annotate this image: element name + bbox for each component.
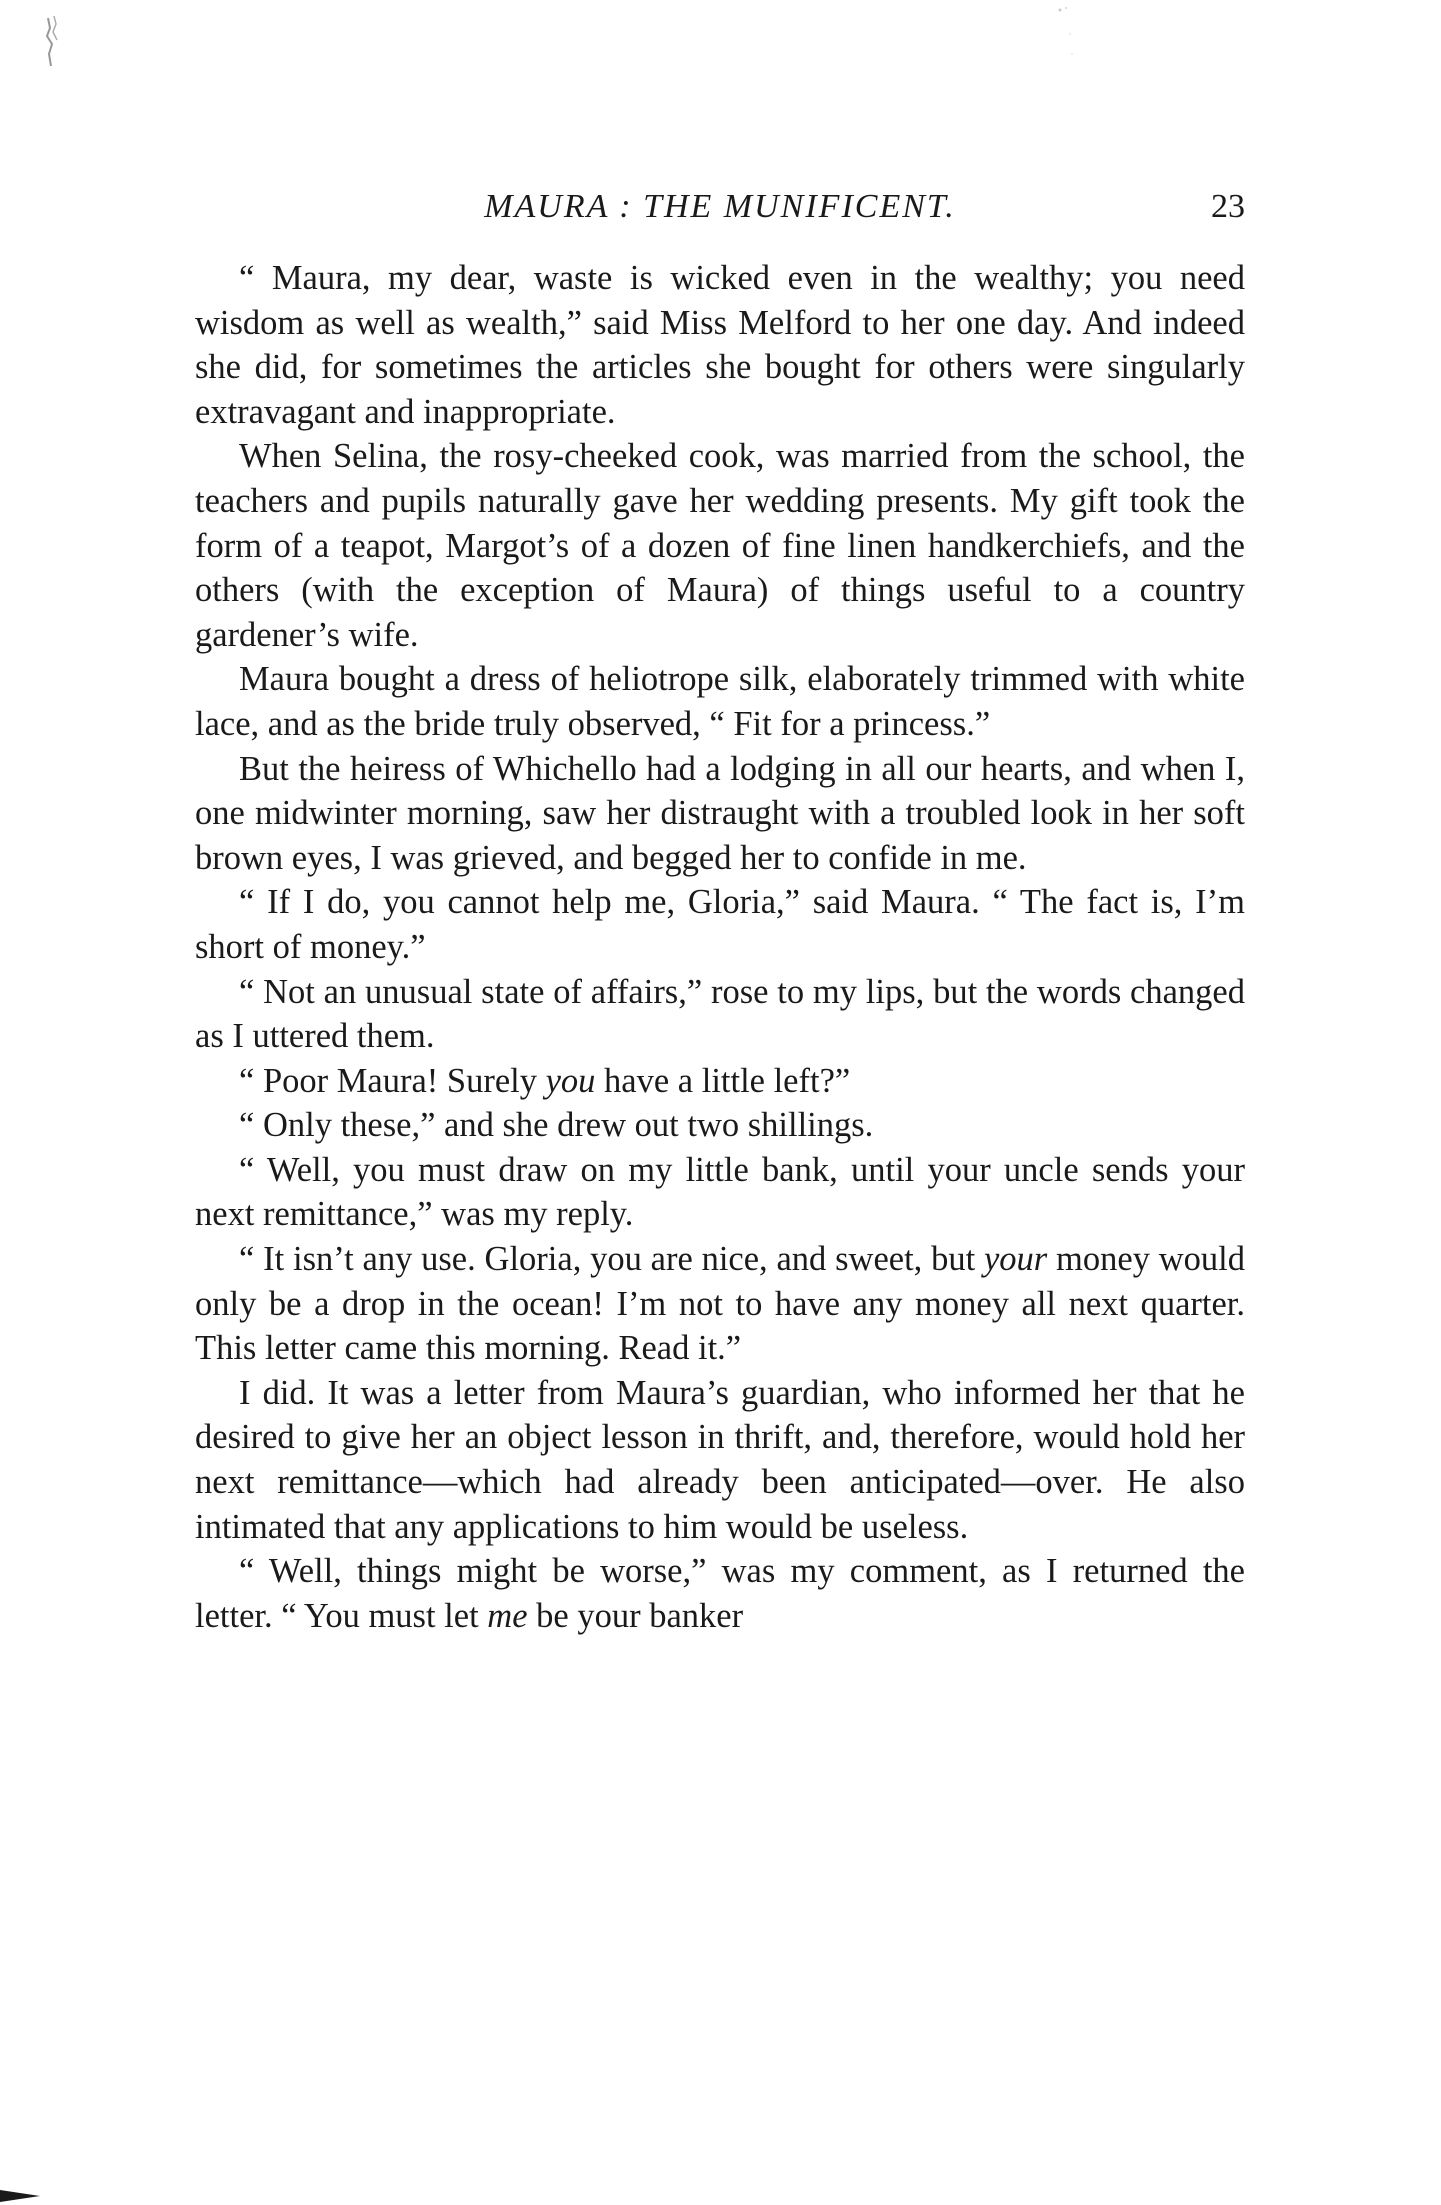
paragraph bbox=[195, 434, 1245, 657]
paragraph bbox=[195, 256, 1245, 434]
paragraph bbox=[195, 657, 1245, 746]
triangle-arrow-icon bbox=[0, 2188, 44, 2204]
paragraph-text: “ Well, you must draw on my little bank, until your uncle sends your next remittance,” was my reply. bbox=[195, 1150, 1245, 1234]
paragraph-text: But the heiress of Whichello had a lodging in all our hearts, and when I, one midwinter morning, saw her distraught with a troubled look in her soft brown eyes, I was grieved, and begged her to confide in me. bbox=[195, 749, 1245, 877]
paragraph-text: “ Poor Maura! Surely bbox=[239, 1061, 546, 1100]
page-number: 23 bbox=[1211, 188, 1245, 225]
paragraph bbox=[195, 1549, 1245, 1638]
paragraph bbox=[195, 1148, 1245, 1237]
paragraph bbox=[195, 747, 1245, 881]
emphasized-text: me bbox=[487, 1596, 528, 1635]
paragraph-text: Maura bought a dress of heliotrope silk, elaborately trimmed with white lace, and as the bride truly observed, “ Fit for a princess.” bbox=[195, 660, 1245, 743]
paragraph-text: “ Well, things might be worse,” was my comment, as I returned the letter. “ You must let bbox=[195, 1552, 1245, 1635]
body-text bbox=[195, 256, 1245, 1638]
paragraph bbox=[195, 1103, 1245, 1148]
page-header bbox=[195, 188, 1245, 238]
paragraph-text: be your banker bbox=[527, 1596, 744, 1635]
paragraph-text: “ Maura, my dear, waste is wicked even in the wealthy; you need wisdom as well as wealth,” said Miss Melford to her one day. And indeed she did, for sometimes the articles she bought for others were singularly extravagant and inappropriate. bbox=[195, 259, 1245, 431]
ink-smudge-icon bbox=[44, 14, 64, 70]
paragraph-text: “ Not an unusual state of affairs,” rose to my lips, but the words changed as I uttered them. bbox=[195, 972, 1245, 1056]
paragraph-text: I did. It was a letter from Maura’s guardian, who informed her that he desired to give her an object lesson in thrift, and, therefore, would hold her next remittance—which had already been anticipated—over. He also intimated that any applications to him would be useless. bbox=[195, 1373, 1245, 1546]
emphasized-text: your bbox=[983, 1240, 1048, 1279]
paragraph-text: money would only be a drop in the ocean! I’m not to have any money all next quarter. This letter came this morning. Read it.” bbox=[195, 1240, 1245, 1368]
paragraph bbox=[195, 1059, 1245, 1104]
running-title: MAURA : THE MUNIFICENT. bbox=[484, 188, 956, 225]
paragraph-text: “ If I do, you cannot help me, Gloria,” said Maura. “ The fact is, I’m short of money.” bbox=[195, 883, 1245, 966]
paragraph-text: “ It isn’t any use. Gloria, you are nice, and sweet, but bbox=[239, 1240, 984, 1279]
corner-smudge-mark bbox=[44, 14, 64, 70]
paragraph bbox=[195, 1371, 1245, 1549]
top-speck-mark bbox=[1050, 4, 1090, 64]
paragraph bbox=[195, 970, 1245, 1059]
speck-icon bbox=[1050, 4, 1090, 64]
paragraph bbox=[195, 1237, 1245, 1371]
paragraph-text: have a little left?” bbox=[595, 1061, 851, 1100]
paragraph bbox=[195, 880, 1245, 969]
emphasized-text: you bbox=[545, 1061, 596, 1100]
paragraph-text: When Selina, the rosy-cheeked cook, was married from the school, the teachers and pupils naturally gave her wedding presents. My gift took the form of a teapot, Margot’s of a dozen of fine linen handkerchiefs, and the others (with the exception of Maura) of things useful to a country gardener’s wife. bbox=[195, 437, 1245, 654]
paragraph-text: “ Only these,” and she drew out two shillings. bbox=[239, 1106, 874, 1145]
